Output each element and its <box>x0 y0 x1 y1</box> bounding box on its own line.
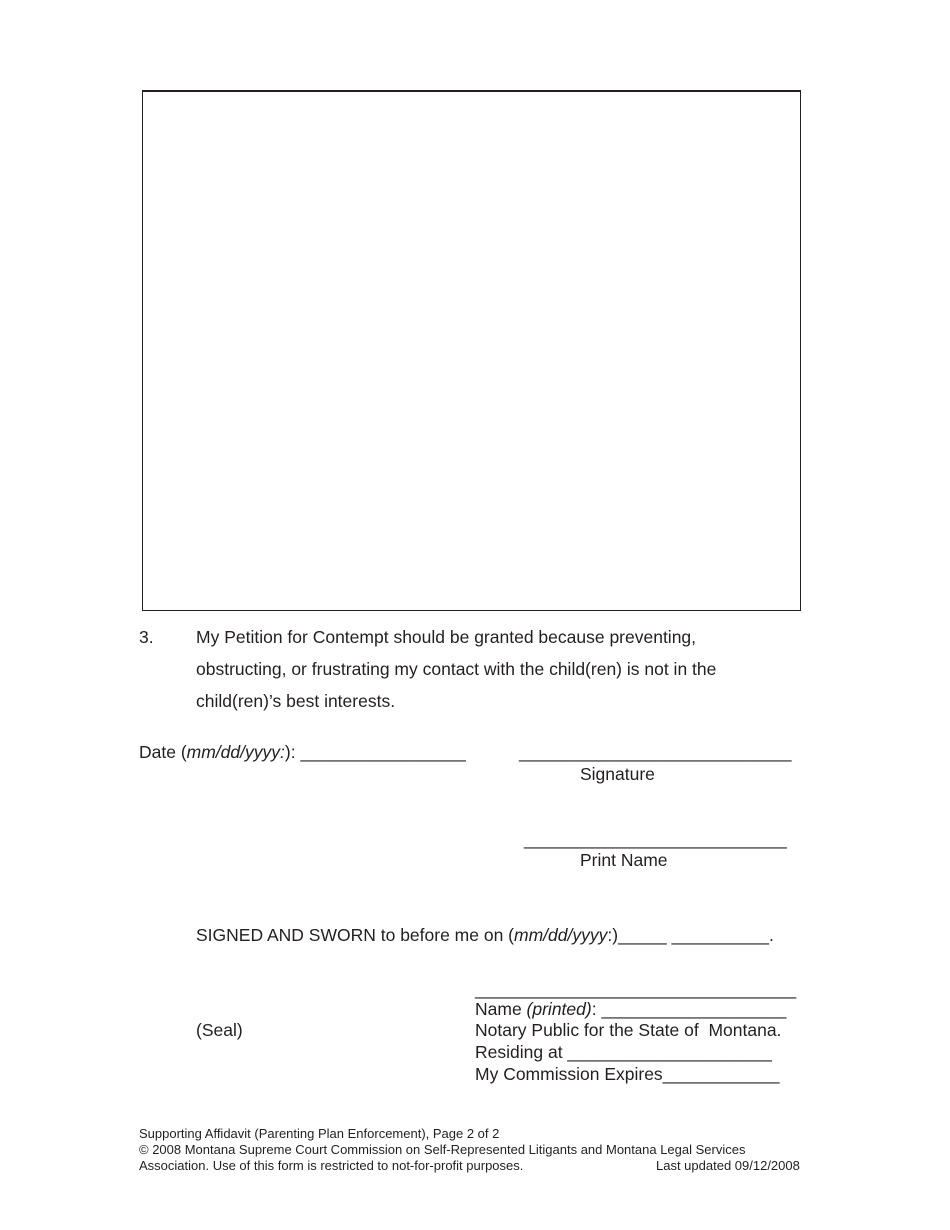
date-input-line[interactable]: _________________ <box>300 742 466 762</box>
notary-commission-expires-field[interactable]: My Commission Expires____________ <box>475 1064 780 1084</box>
sworn-suffix: :) <box>607 925 619 945</box>
notary-public-text: Notary Public for the State of Montana. <box>475 1020 782 1040</box>
footer-usage-notice: Association. Use of this form is restricted to not-for-profit purposes. <box>139 1158 524 1173</box>
signature-label: Signature <box>580 764 655 784</box>
print-name-label: Print Name <box>580 850 668 870</box>
date-label-suffix: ): <box>284 742 301 762</box>
sworn-date-line[interactable]: _____ __________ <box>618 925 769 945</box>
sworn-period: . <box>768 925 774 945</box>
notary-name-field <box>475 999 786 1019</box>
signature-line[interactable]: ____________________________ <box>519 742 792 762</box>
item-number: 3. <box>139 627 154 647</box>
statement-line-3: child(ren)’s best interests. <box>196 691 396 711</box>
statement-line-1: My Petition for Contempt should be granted because preventing, <box>196 627 697 647</box>
notary-name-line[interactable]: : ___________________ <box>591 999 787 1019</box>
print-name-line[interactable]: ___________________________ <box>524 829 787 849</box>
notary-residing-field[interactable]: Residing at _____________________ <box>475 1042 772 1062</box>
date-label: Date ( <box>139 742 187 762</box>
sworn-prefix: SIGNED AND SWORN to before me on ( <box>196 925 515 945</box>
footer-copyright: © 2008 Montana Supreme Court Commission on Self-Represented Litigants and Montana Legal Services <box>139 1142 746 1157</box>
notary-name-label: Name <box>475 999 527 1019</box>
statement-text-box[interactable] <box>142 90 801 611</box>
sworn-date-format: mm/dd/yyyy <box>514 925 608 945</box>
footer-last-updated: Last updated 09/12/2008 <box>656 1158 800 1173</box>
seal-label: (Seal) <box>196 1020 243 1040</box>
statement-line-2: obstructing, or frustrating my contact with the child(ren) is not in the <box>196 659 717 679</box>
notary-signature-line[interactable]: _________________________________ <box>475 979 797 999</box>
date-format: mm/dd/yyyy: <box>186 742 285 762</box>
footer-page-info: Supporting Affidavit (Parenting Plan Enforcement), Page 2 of 2 <box>139 1126 500 1141</box>
sworn-statement <box>196 925 774 945</box>
date-field <box>139 742 466 762</box>
notary-name-printed: (printed) <box>526 999 592 1019</box>
